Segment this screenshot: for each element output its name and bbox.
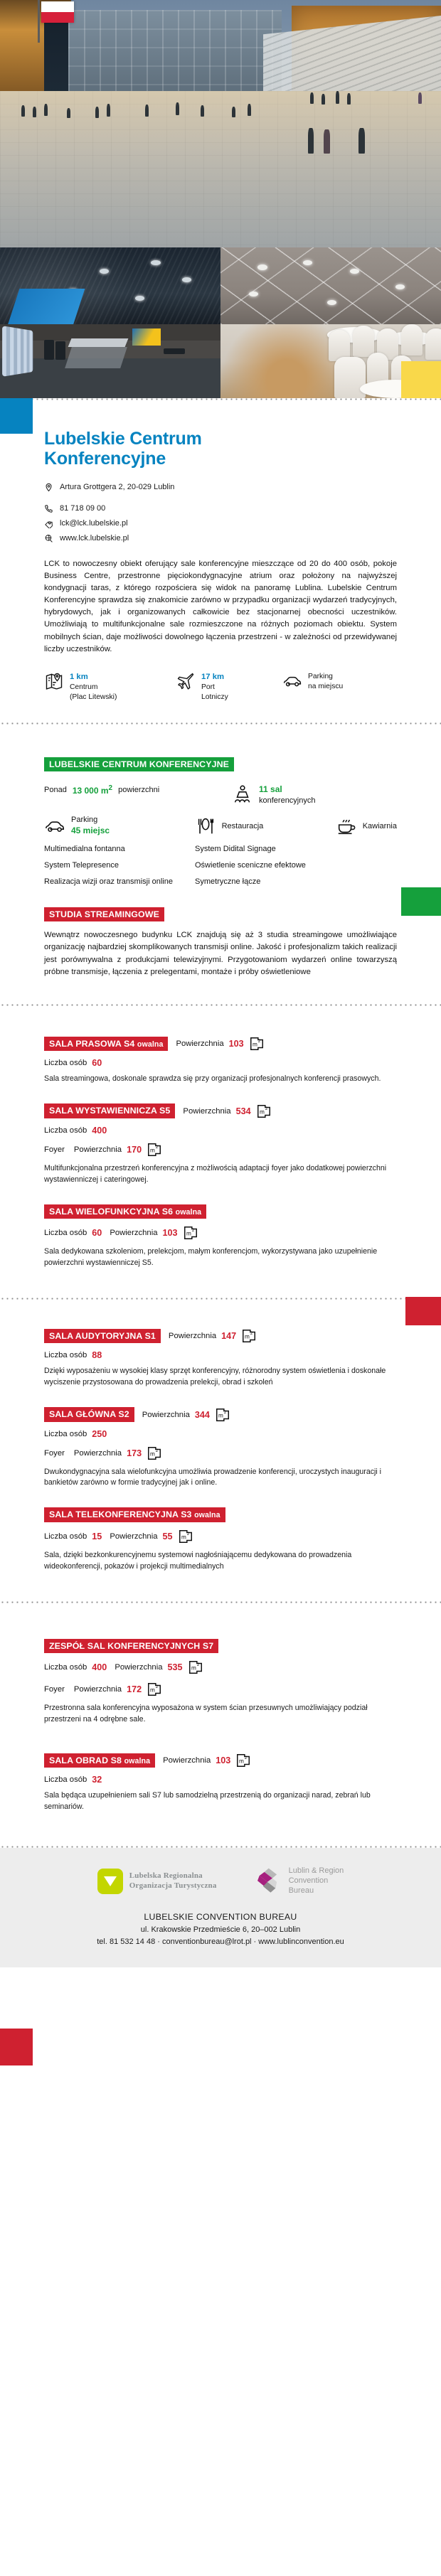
square-meter-icon [188, 1660, 203, 1675]
square-meter-icon [147, 1682, 162, 1697]
room-s5-description: Multifunkcjonalna przestrzeń konferencyjna z możliwością adaptacji foyer jako dodatkowej powierzchni wystawienniczej i cateringowej. [44, 1163, 387, 1184]
footer-org-name: LUBELSKIE CONVENTION BUREAU [144, 1911, 297, 1922]
room-card-s4 [44, 1036, 397, 1085]
footer-contact-block [0, 1912, 441, 1946]
svg-text:2: 2 [155, 1448, 159, 1453]
room-s6-name-suffix: owalna [175, 1207, 202, 1217]
polish-flag-icon [41, 1, 74, 23]
green-accent-square [401, 887, 441, 916]
room-s1-description: Dzięki wyposażeniu w wysokiej klasy sprzęt konferencyjny, różnorodny system oświetlenia i doskonałe wyciszenie przystosowana do prowadzenia prelekcji, obrad i szkoleń [44, 1366, 386, 1386]
red-accent-square-top [405, 1297, 441, 1325]
square-meter-icon [215, 1407, 230, 1423]
person-figure [308, 128, 314, 154]
square-meter-icon [178, 1529, 193, 1544]
extra-stage-lighting: Oświetlenie sceniczne efektowe [195, 860, 306, 870]
room-card-s2 [44, 1407, 397, 1490]
contact-block [44, 480, 397, 546]
area-label: Powierzchnia [176, 1039, 224, 1048]
person-figure [248, 104, 251, 116]
square-meter-icon [241, 1328, 257, 1344]
room-s3-metrics-row [44, 1529, 397, 1544]
rooms-group-2 [0, 1300, 441, 1601]
area-label: Powierzchnia [73, 1685, 122, 1694]
room-s3-name-main: SALA TELEKONFERENCYJNA S3 [49, 1509, 192, 1520]
capacity-label: Liczba osób [44, 1229, 87, 1238]
room-s4-name-main: SALA PRASOWA S4 [49, 1038, 135, 1049]
amenity-parking-value: 45 miejsc [71, 825, 110, 835]
area-label: Powierzchnia [110, 1532, 158, 1541]
contact-email: lck@lck.lubelskie.pl [60, 518, 128, 528]
person-figure [67, 108, 70, 118]
facility-stats-row [44, 784, 397, 806]
facility-heading: LUBELSKIE CENTRUM KONFERENCYJNE [44, 757, 234, 772]
amenity-parking-text [71, 815, 110, 836]
photo-light-ceiling [220, 247, 441, 324]
room-s6-capacity-value: 60 [92, 1228, 102, 1239]
svg-text:2: 2 [155, 1145, 159, 1150]
room-s5-area-value: 534 [235, 1106, 251, 1116]
person-figure [107, 104, 110, 117]
lrcb-ribbon-icon [253, 1866, 282, 1896]
area-label: Powierzchnia [163, 1755, 211, 1765]
room-s2-foyer [44, 1445, 162, 1461]
page-title-line1: Lubelskie Centrum [44, 429, 202, 449]
person-figure [347, 93, 351, 105]
yellow-accent-square [401, 361, 441, 398]
room-s2-capacity [44, 1429, 107, 1439]
person-figure [324, 129, 330, 154]
svg-text:2: 2 [196, 1663, 199, 1668]
page-title [44, 429, 397, 469]
square-meter-icon [249, 1036, 265, 1052]
distance-parking-label1: Parking [308, 672, 333, 680]
page-title-line2: Konferencyjne [44, 449, 166, 469]
svg-text:m: m [150, 1147, 156, 1154]
stat-area [44, 784, 220, 796]
lrot-line2: Organizacja Turystyczna [129, 1881, 217, 1890]
room-s8-area [163, 1753, 251, 1768]
photo-dark-ceiling [0, 247, 220, 324]
svg-text:2: 2 [155, 1685, 159, 1690]
area-label: Powierzchnia [73, 1448, 122, 1458]
square-meter-icon [235, 1753, 251, 1768]
room-s2-description: Dwukondygnacyjna sala wielofunkcyjna umożliwia prowadzenie konferencji, uroczystych inauguracji i bankietów zarówno w formie tradycyjnej jak i online. [44, 1467, 382, 1487]
email-tag-icon [44, 519, 53, 528]
room-s3-capacity-value: 15 [92, 1531, 102, 1541]
distance-airport [176, 671, 275, 702]
capacity-label: Liczba osób [44, 1429, 87, 1438]
extra-fountain: Multimedialna fontanna [44, 844, 125, 853]
area-label: Powierzchnia [115, 1663, 163, 1672]
square-meter-icon [147, 1142, 162, 1158]
room-s2-foyer-row [44, 1445, 397, 1461]
room-s3-name-suffix: owalna [194, 1511, 220, 1520]
blue-accent-square [0, 398, 33, 434]
room-s6-area-value: 103 [162, 1228, 178, 1239]
speaker-audience-icon [232, 784, 253, 806]
extras-row-3 [44, 877, 397, 886]
footer-org-address: ul. Krakowskie Przedmieście 6, 20–002 Lublin [140, 1925, 301, 1934]
room-s6-name-main: SALA WIELOFUNKCYJNA S6 [49, 1206, 174, 1217]
capacity-label: Liczba osób [44, 1532, 87, 1541]
svg-text:2: 2 [245, 1756, 248, 1761]
svg-text:m: m [186, 1230, 191, 1237]
room-s8-name-suffix: owalna [124, 1756, 151, 1765]
extra-signage: System Didital Signage [195, 844, 276, 853]
room-s8-area-value: 103 [216, 1755, 231, 1765]
area-label: Powierzchnia [142, 1410, 190, 1419]
area-label: Powierzchnia [73, 1145, 122, 1154]
globe-search-icon [44, 534, 53, 543]
distance-centrum-label2: (Plac Litewski) [70, 693, 117, 701]
footer-logos [0, 1866, 441, 1896]
photo-exterior-plaza [0, 0, 441, 247]
square-meter-icon [147, 1445, 162, 1461]
distance-centrum-value: 1 km [70, 672, 88, 681]
event-logo [132, 328, 161, 346]
room-s1-capacity-value: 88 [92, 1350, 102, 1360]
room-s5-foyer-row [44, 1142, 397, 1158]
room-card-s5 [44, 1103, 397, 1186]
room-s3-area-value: 55 [162, 1531, 173, 1541]
contact-address-row [44, 480, 397, 495]
square-meter-icon [256, 1103, 272, 1119]
distance-centrum [44, 671, 169, 702]
room-s5-foyer [44, 1142, 162, 1158]
room-s2-area-value: 344 [194, 1409, 210, 1420]
amenity-cafe [336, 815, 397, 836]
rooms-group-3 [0, 1603, 441, 1846]
extra-streaming-production: Realizacja wizji oraz transmisji online [44, 877, 173, 886]
stat-area-prefix: Ponad [44, 786, 67, 795]
extra-telepresence: System Telepresence [44, 860, 119, 870]
room-s4-capacity-row [44, 1058, 397, 1068]
room-s2-capacity-row [44, 1429, 397, 1439]
contact-website: www.lck.lubelskie.pl [60, 533, 129, 543]
restaurant-icon [195, 816, 216, 837]
foyer-label: Foyer [44, 1685, 65, 1694]
room-s8-name-main: SALA OBRAD S8 [49, 1755, 122, 1765]
room-s3-name [44, 1507, 225, 1522]
room-card-s6 [44, 1204, 397, 1269]
car-icon [282, 671, 302, 691]
svg-text:m: m [191, 1664, 196, 1672]
area-label: Powierzchnia [168, 1331, 217, 1340]
capacity-label: Liczba osób [44, 1058, 87, 1067]
person-figure [176, 102, 179, 115]
room-s1-capacity-row [44, 1350, 397, 1360]
stat-area-number: 13 000 m [72, 786, 109, 796]
contact-phone-row[interactable] [44, 501, 397, 516]
room-s2-foyer-value: 173 [127, 1448, 142, 1458]
room-s2-name: SALA GŁÓWNA S2 [44, 1407, 134, 1422]
curved-screen [2, 326, 33, 377]
distances-row [44, 671, 397, 702]
extras-row-2 [44, 861, 397, 870]
contact-email-row[interactable] [44, 516, 397, 531]
streaming-heading: STUDIA STREAMINGOWE [44, 907, 164, 922]
amenity-parking [44, 815, 179, 836]
extras-row-1 [44, 845, 397, 853]
stat-area-superscript: 2 [108, 784, 113, 793]
person-figure [322, 94, 325, 105]
room-s5-capacity-row [44, 1126, 397, 1135]
divider-dotted [0, 398, 441, 400]
person-figure [95, 107, 99, 118]
room-s6-area [110, 1225, 198, 1241]
room-s7-capacity-value: 400 [92, 1662, 107, 1673]
plaza-pavement [0, 91, 441, 247]
distance-parking-label2: na miejscu [308, 682, 344, 690]
svg-text:2: 2 [265, 1106, 267, 1111]
room-card-s3 [44, 1507, 397, 1572]
room-s2-area [142, 1407, 230, 1423]
person-figure [201, 105, 204, 117]
room-s6-name [44, 1204, 206, 1219]
phone-icon [44, 504, 53, 513]
map-fold-icon [44, 671, 64, 691]
capacity-label: Liczba osób [44, 1350, 87, 1359]
contact-website-row[interactable] [44, 531, 397, 546]
room-s7-capacity [44, 1662, 107, 1672]
photo-row-interiors [0, 324, 441, 398]
coffee-cup-icon [336, 816, 357, 837]
svg-text:2: 2 [250, 1331, 253, 1336]
room-s4-area [176, 1036, 264, 1052]
photo-row-ceilings [0, 247, 441, 324]
document-body [0, 429, 441, 702]
room-s7-foyer-row [44, 1682, 397, 1697]
building-glass-facade [68, 10, 282, 97]
room-s7-area [115, 1660, 203, 1675]
photo-av-studio [0, 324, 220, 398]
distance-airport-value: 17 km [201, 672, 225, 681]
amenity-parking-label: Parking [71, 816, 98, 825]
svg-text:m: m [259, 1108, 265, 1116]
lrcb-wordmark [289, 1866, 344, 1896]
room-s6-description: Sala dedykowana szkoleniom, prelekcjom, małym konferencjom, wykorzystywana jako uzupełnienie powierzchni wystawienniczej S5. [44, 1247, 378, 1267]
person-figure [44, 104, 48, 116]
red-accent-square-bottom [0, 2029, 33, 2065]
person-figure [145, 105, 149, 117]
car-icon [44, 816, 65, 837]
room-s7-foyer [44, 1682, 162, 1697]
amenity-restaurant [195, 815, 320, 836]
stat-halls-text [259, 784, 316, 806]
stat-halls [232, 784, 316, 806]
room-s4-name [44, 1037, 168, 1052]
desk [68, 338, 129, 347]
lrot-wordmark [129, 1871, 217, 1891]
desk-shadow [65, 347, 127, 368]
logo-lrcb [253, 1866, 344, 1896]
room-card-s8 [44, 1753, 397, 1813]
room-s6-capacity [44, 1228, 102, 1238]
person-figure [21, 105, 25, 117]
room-card-s7 [44, 1639, 397, 1726]
room-s6-metrics-row [44, 1225, 397, 1241]
room-s4-capacity-value: 60 [92, 1057, 102, 1068]
distance-centrum-label1: Centrum [70, 683, 98, 691]
room-s1-area-value: 147 [221, 1330, 237, 1341]
extra-symmetric-link: Symetryczne łącze [195, 877, 261, 886]
facility-section [0, 725, 441, 1004]
room-s2-capacity-value: 250 [92, 1428, 107, 1439]
room-s5-name: SALA WYSTAWIENNICZA S5 [44, 1103, 175, 1118]
distance-parking-text [308, 671, 343, 692]
footer-org-contact[interactable]: tel. 81 532 14 48 · conventionbureau@lrot.pl · www.lublinconvention.eu [97, 1937, 344, 1946]
room-s8-capacity [44, 1775, 102, 1785]
lrot-checkmark-icon [97, 1869, 123, 1894]
lrcb-line3: Bureau [288, 1886, 314, 1895]
room-s8-description: Sala będąca uzupełnieniem sali S7 lub samodzielną przestrzenią do organizacji narad, zebrań lub seminariów. [44, 1790, 371, 1811]
person-figure [232, 107, 235, 117]
square-meter-icon [183, 1225, 198, 1241]
capacity-label: Liczba osób [44, 1663, 87, 1672]
room-s4-capacity [44, 1058, 102, 1068]
area-label: Powierzchnia [110, 1229, 158, 1238]
room-s7-description: Przestronna sala konferencyjna wyposażona w system ścian przesuwnych umożliwiający podział przestrzeni na 4 odrębne sale. [44, 1704, 368, 1724]
stat-area-value [73, 784, 112, 796]
lrcb-line1: Lublin & Region [288, 1866, 344, 1875]
room-card-s1 [44, 1328, 397, 1389]
room-s8-capacity-row [44, 1775, 397, 1785]
rooms-group-1 [0, 1006, 441, 1298]
svg-text:m: m [245, 1333, 250, 1340]
distance-parking [282, 671, 389, 702]
room-s7-metrics-row [44, 1660, 397, 1675]
venue-description: LCK to nowoczesny obiekt oferujący sale konferencyjne mieszczące od 20 do 400 osób, pokoje Business Centre, przestronne pięciokondygnacyjne atrium oraz położony na najwyższej kondygnacji taras, z którego rozpościera się widok na panoramę Lublina. Lubelskie Centrum Konferencyjne sprawdza się znakomicie zarówno w przypadku organizacji wydarzeń tradycyjnych, hybrydowych, jak i organizowanych całkowicie bez stacjonarnej obecności uczestników. Umożliwiają to multifunkcjonalne sale rozmieszczone na różnych poziomach obiektu. System mobilnych ścian, daje możliwości dowolnego łączenia przestrzeni - w zależności od przewidywanej liczby uczestników. [44, 559, 397, 653]
contact-phone: 81 718 09 00 [60, 503, 106, 513]
distance-airport-text [201, 671, 228, 702]
room-s3-area [110, 1529, 193, 1544]
lrot-line1: Lubelska Regionalna [129, 1871, 203, 1880]
room-s8-name [44, 1753, 155, 1768]
stat-area-suffix: powierzchni [118, 786, 160, 795]
svg-text:2: 2 [186, 1532, 189, 1537]
svg-text:m: m [218, 1412, 223, 1419]
person-figure [310, 92, 314, 104]
hero-photo-collage [0, 0, 441, 398]
amenities-row [44, 815, 397, 836]
room-s5-area [183, 1103, 271, 1119]
room-s3-capacity [44, 1532, 102, 1541]
room-s4-name-suffix: owalna [137, 1040, 164, 1049]
room-s7-area-value: 535 [167, 1662, 183, 1673]
person-figure [33, 107, 36, 117]
distance-airport-label1: Port [201, 683, 215, 691]
room-s4-description: Sala streamingowa, doskonale sprawdza się przy organizacji profesjonalnych konferencji prasowych. [44, 1074, 381, 1083]
contact-address: Artura Grottgera 2, 20-029 Lublin [60, 483, 175, 491]
distance-airport-label2: Lotniczy [201, 693, 228, 701]
area-label: Powierzchnia [183, 1106, 231, 1116]
svg-text:m: m [150, 1687, 156, 1694]
person-figure [336, 91, 339, 104]
svg-text:m: m [252, 1041, 257, 1048]
person-figure [418, 92, 422, 104]
map-pin-icon [44, 483, 53, 492]
svg-text:2: 2 [191, 1229, 194, 1234]
room-s7-foyer-value: 172 [127, 1684, 142, 1695]
logo-lrot [97, 1869, 217, 1894]
distance-centrum-text [70, 671, 117, 702]
footer [0, 1848, 441, 1967]
stat-halls-value: 11 sal [259, 784, 282, 795]
capacity-label: Liczba osób [44, 1126, 87, 1135]
stat-halls-label: konferencyjnych [259, 796, 316, 805]
lrcb-line2: Convention [288, 1876, 329, 1885]
svg-text:2: 2 [257, 1040, 260, 1044]
room-s1-capacity [44, 1350, 102, 1360]
foyer-label: Foyer [44, 1145, 65, 1154]
room-s1-area [169, 1328, 257, 1344]
room-s1-name: SALA AUDYTORYJNA S1 [44, 1329, 161, 1344]
svg-text:2: 2 [223, 1410, 227, 1415]
foyer-label: Foyer [44, 1448, 65, 1458]
blue-banner [6, 289, 85, 324]
room-s8-capacity-value: 32 [92, 1774, 102, 1785]
airplane-icon [176, 671, 196, 691]
svg-text:m: m [150, 1450, 156, 1458]
person-figure [358, 128, 365, 154]
streaming-description: Wewnątrz nowoczesnego budynku LCK znajdują się aż 3 studia streamingowe umożliwiające organizację najbardziej skomplikowanych transmisji online. Jakość i profesjonalizm takich realizacji jest porównywalna z produkcjami telewizyjnymi. Przygotowaniom wydarzeń online towarzyszą próbne transmisje, łączenia z prelegentami, montaże i próby oświetleniowe [44, 931, 397, 976]
room-s5-foyer-value: 170 [127, 1144, 142, 1155]
svg-text:m: m [181, 1534, 186, 1541]
amenity-cafe-label: Kawiarnia [362, 821, 397, 830]
room-s5-capacity [44, 1126, 107, 1135]
amenity-restaurant-label: Restauracja [221, 821, 264, 830]
room-s3-description: Sala, dzięki bezkonkurencyjnemu systemowi nagłośniającemu dedykowana do prowadzenia wideokonferencji, pokazów i projekcji multimedialnych [44, 1550, 352, 1571]
svg-text:m: m [239, 1758, 245, 1765]
capacity-label: Liczba osób [44, 1775, 87, 1784]
room-s5-capacity-value: 400 [92, 1125, 107, 1135]
room-s4-area-value: 103 [228, 1038, 244, 1049]
room-s7-name: ZESPÓŁ SAL KONFERENCYJNYCH S7 [44, 1639, 218, 1654]
